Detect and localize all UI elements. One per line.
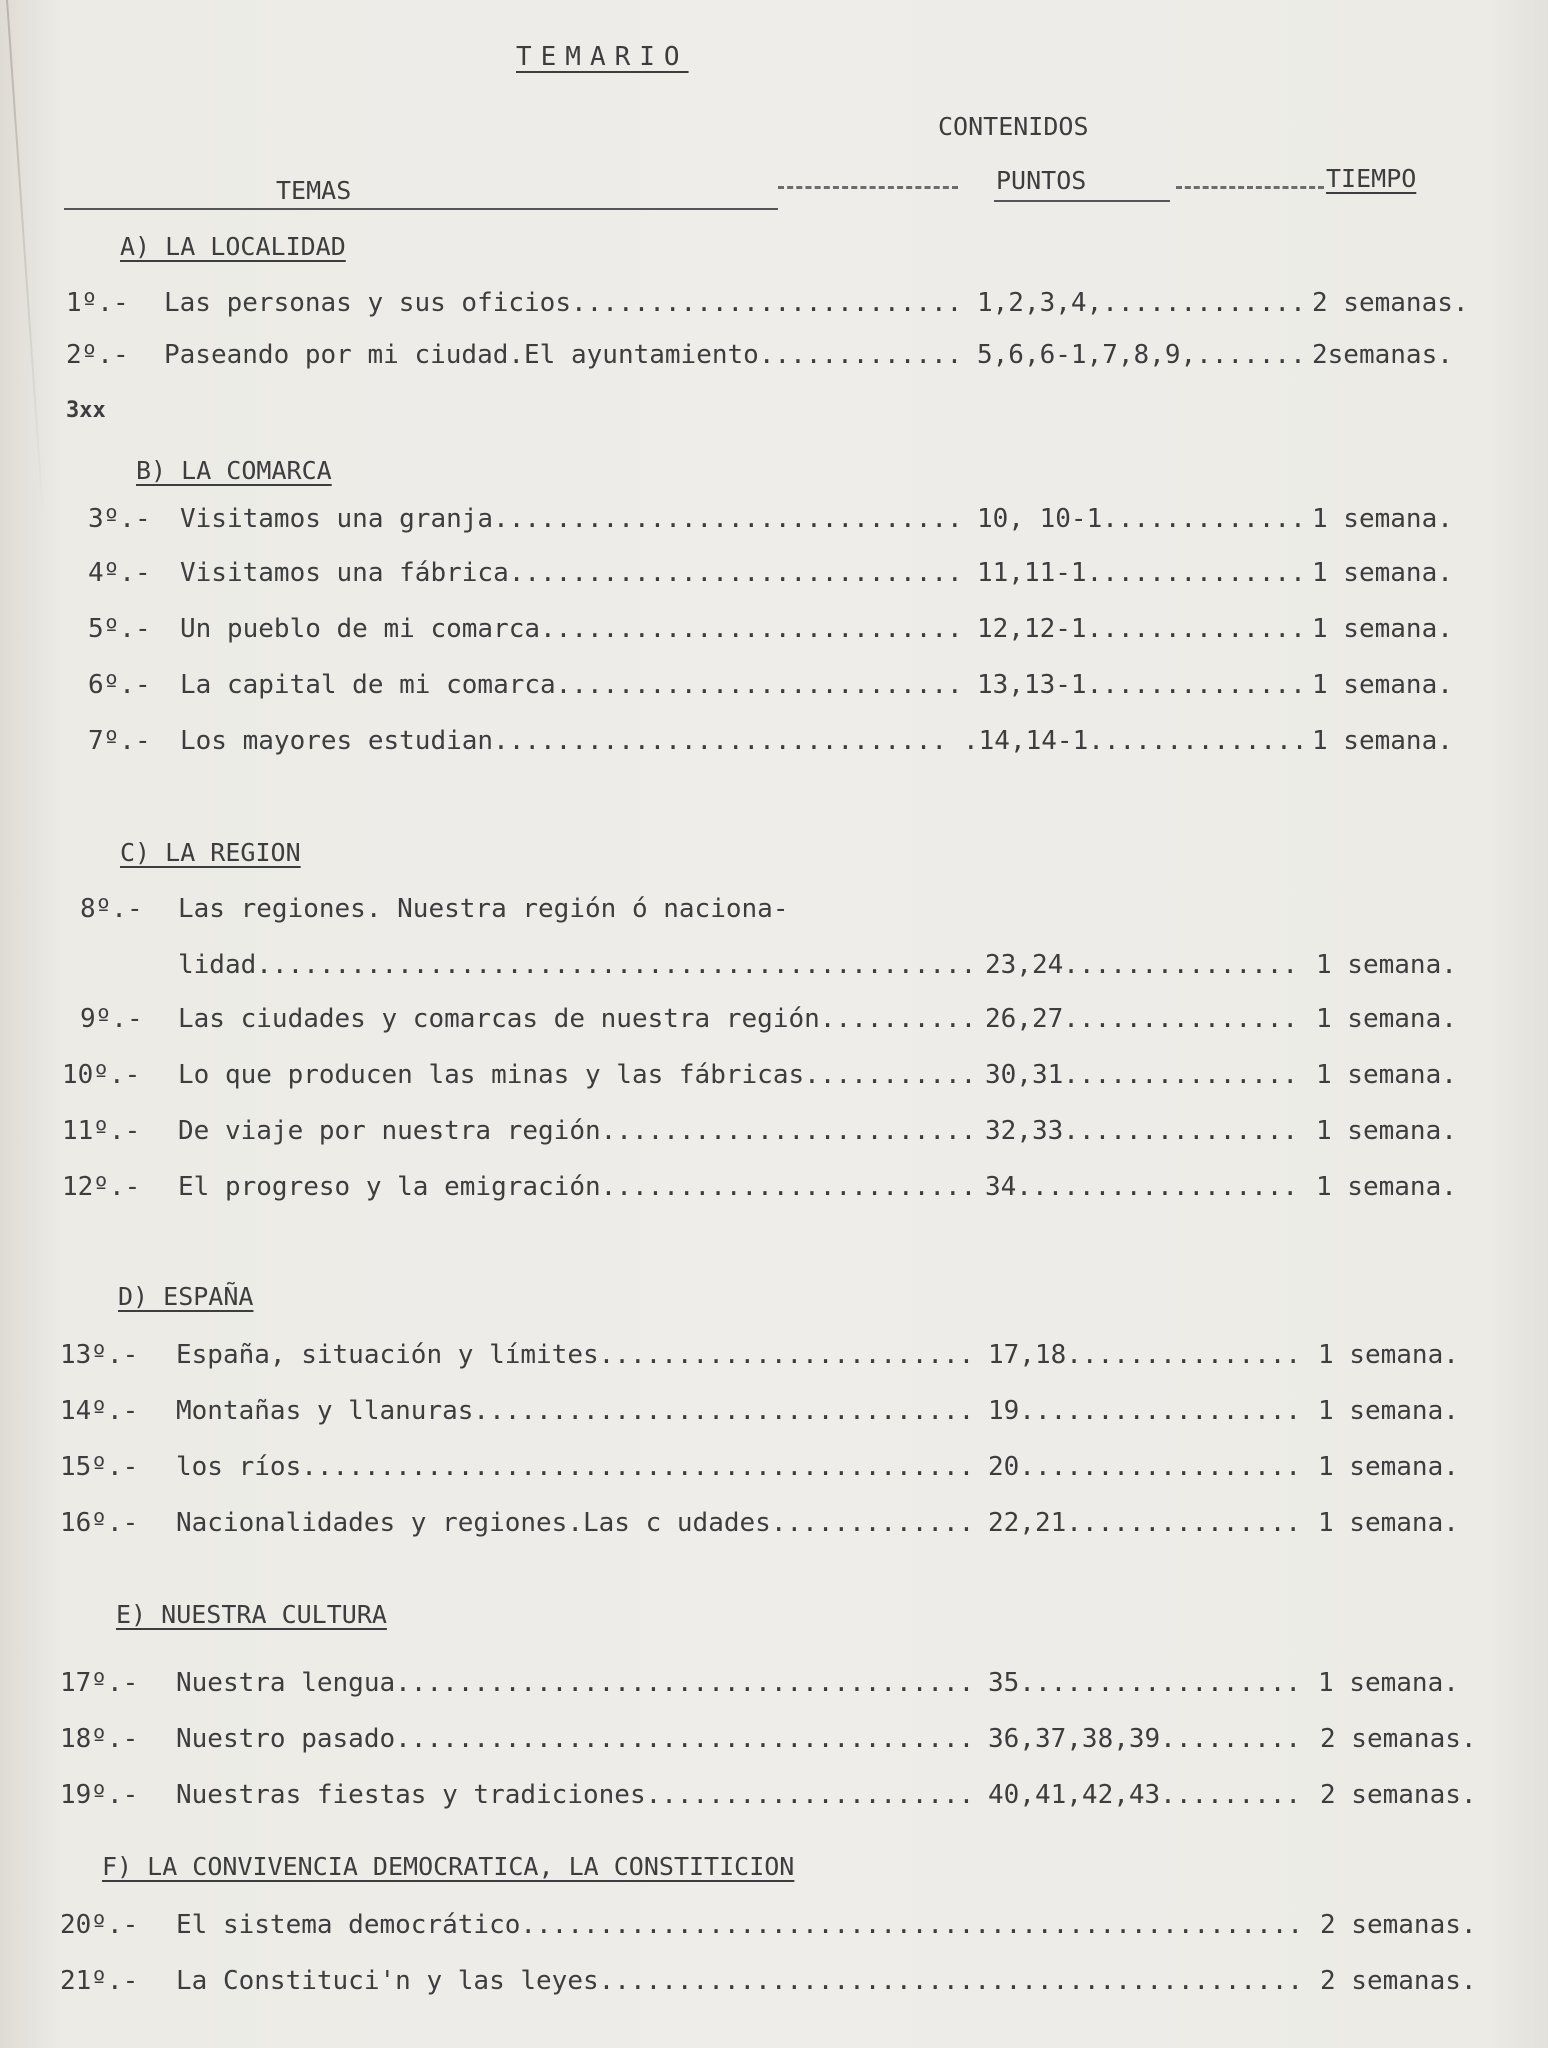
- item-tiempo: 1 semana.: [1316, 1172, 1457, 1202]
- item-puntos: 36,37,38,39.........: [988, 1724, 1302, 1754]
- header-contenidos: CONTENIDOS: [938, 112, 1089, 141]
- item-title: El progreso y la emigración........................: [178, 1172, 977, 1202]
- item-tiempo: 1 semana.: [1318, 1668, 1459, 1698]
- item-number: 1º.-: [66, 288, 129, 318]
- list-item: [0, 1396, 1548, 1428]
- item-tiempo: 1 semana.: [1312, 504, 1453, 534]
- section-heading-d: D) ESPAÑA: [118, 1282, 254, 1311]
- item-tiempo: 1 semana.: [1318, 1508, 1459, 1538]
- item-number: 15º.-: [60, 1452, 139, 1482]
- item-tiempo: 2 semanas.: [1320, 1966, 1477, 1996]
- item-title: Las personas y sus oficios.........................: [164, 288, 963, 318]
- item-title: los ríos...........................................: [176, 1452, 975, 1482]
- item-number: 9º.-: [80, 1004, 143, 1034]
- item-title: Las ciudades y comarcas de nuestra región..........: [178, 1004, 977, 1034]
- item-puntos: 5,6,6-1,7,8,9,.......: [977, 340, 1306, 370]
- item-tiempo: 1 semana.: [1318, 1340, 1459, 1370]
- struck-out-text: 3xx: [66, 398, 106, 423]
- item-puntos: 34..................: [985, 1172, 1299, 1202]
- item-puntos: 30,31...............: [985, 1060, 1299, 1090]
- header-rule-temas: [64, 208, 778, 210]
- header-temas: TEMAS: [276, 176, 352, 205]
- list-item: [0, 1966, 1548, 1998]
- item-title: Visitamos una granja..............................: [180, 504, 963, 534]
- list-item: [0, 726, 1548, 758]
- item-title: La Constituci'n y las leyes.............................................: [176, 1966, 1304, 1996]
- item-title: Lo que producen las minas y las fábricas...........: [178, 1060, 977, 1090]
- list-item: [0, 894, 1548, 926]
- section-heading-b: B) LA COMARCA: [136, 456, 332, 485]
- item-puntos: 13,13-1..............: [977, 670, 1306, 700]
- item-title: La capital de mi comarca..........................: [180, 670, 963, 700]
- item-puntos: 1,2,3,4,.............: [977, 288, 1306, 318]
- list-item: [0, 558, 1548, 590]
- list-item: [0, 1452, 1548, 1484]
- item-number: 16º.-: [60, 1508, 139, 1538]
- header-rule-puntos: [994, 200, 1170, 202]
- item-title: Nuestra lengua.....................................: [176, 1668, 975, 1698]
- list-item: [0, 1668, 1548, 1700]
- item-title: De viaje por nuestra región........................: [178, 1116, 977, 1146]
- list-item: [0, 340, 1548, 372]
- item-tiempo: 1 semana.: [1316, 1060, 1457, 1090]
- item-title: Nacionalidades y regiones.Las c udades.............: [176, 1508, 975, 1538]
- list-item: [0, 1060, 1548, 1092]
- item-puntos: 23,24...............: [985, 950, 1299, 980]
- item-tiempo: 1 semana.: [1312, 670, 1453, 700]
- item-puntos: 17,18...............: [988, 1340, 1302, 1370]
- item-number: 6º.-: [88, 670, 151, 700]
- section-heading-e: E) NUESTRA CULTURA: [116, 1600, 387, 1629]
- item-tiempo: 1 semana.: [1318, 1396, 1459, 1426]
- item-puntos: 22,21...............: [988, 1508, 1302, 1538]
- list-item: [0, 288, 1548, 320]
- list-item: [0, 1910, 1548, 1942]
- item-number: 18º.-: [60, 1724, 139, 1754]
- item-title: Los mayores estudian.............................: [180, 726, 948, 756]
- item-puntos: 40,41,42,43.........: [988, 1780, 1302, 1810]
- list-item: [0, 1508, 1548, 1540]
- list-item: [0, 1340, 1548, 1372]
- item-tiempo: 1 semana.: [1318, 1452, 1459, 1482]
- item-tiempo: 2semanas.: [1312, 340, 1453, 370]
- item-tiempo: 2 semanas.: [1320, 1780, 1477, 1810]
- item-number: 7º.-: [88, 726, 151, 756]
- item-tiempo: 1 semana.: [1312, 726, 1453, 756]
- item-puntos: 20..................: [988, 1452, 1302, 1482]
- item-title: El sistema democrático..................................................: [176, 1910, 1304, 1940]
- item-number: 11º.-: [62, 1116, 141, 1146]
- list-item: [0, 1780, 1548, 1812]
- item-tiempo: 1 semana.: [1316, 950, 1457, 980]
- item-tiempo: 1 semana.: [1316, 1004, 1457, 1034]
- item-title: Montañas y llanuras................................: [176, 1396, 975, 1426]
- item-number: 21º.-: [60, 1966, 139, 1996]
- item-title-continuation: lidad..............................................: [178, 950, 977, 980]
- item-tiempo: 1 semana.: [1312, 614, 1453, 644]
- header-tiempo: TIEMPO: [1326, 164, 1417, 193]
- item-puntos: 19..................: [988, 1396, 1302, 1426]
- item-tiempo: 1 semana.: [1316, 1116, 1457, 1146]
- item-title: Un pueblo de mi comarca...........................: [180, 614, 963, 644]
- page-edge-shadow: [6, 0, 44, 519]
- list-item: [0, 1172, 1548, 1204]
- item-title: Paseando por mi ciudad.El ayuntamiento.............: [164, 340, 963, 370]
- item-title: Las regiones. Nuestra región ó naciona-: [178, 894, 789, 924]
- item-number: 8º.-: [80, 894, 143, 924]
- item-puntos: 12,12-1..............: [977, 614, 1306, 644]
- item-tiempo: 2 semanas.: [1312, 288, 1469, 318]
- document-title: TEMARIO: [516, 42, 689, 72]
- item-title: España, situación y límites........................: [176, 1340, 975, 1370]
- item-puntos: 32,33...............: [985, 1116, 1299, 1146]
- item-number: 13º.-: [60, 1340, 139, 1370]
- item-tiempo: 2 semanas.: [1320, 1910, 1477, 1940]
- item-number: 2º.-: [66, 340, 129, 370]
- item-puntos: 11,11-1..............: [977, 558, 1306, 588]
- item-puntos: 26,27...............: [985, 1004, 1299, 1034]
- item-puntos: 10, 10-1.............: [977, 504, 1306, 534]
- item-number: 3º.-: [88, 504, 151, 534]
- list-item: [0, 670, 1548, 702]
- list-item: [0, 1724, 1548, 1756]
- item-number: 19º.-: [60, 1780, 139, 1810]
- list-item: [0, 1004, 1548, 1036]
- item-puntos: 35..................: [988, 1668, 1302, 1698]
- item-number: 12º.-: [62, 1172, 141, 1202]
- header-puntos: PUNTOS: [996, 166, 1087, 195]
- item-number: 4º.-: [88, 558, 151, 588]
- section-heading-a: A) LA LOCALIDAD: [120, 232, 346, 261]
- item-title: Nuestras fiestas y tradiciones.....................: [176, 1780, 975, 1810]
- section-heading-c: C) LA REGION: [120, 838, 301, 867]
- section-heading-f: F) LA CONVIVENCIA DEMOCRATICA, LA CONSTITICION: [102, 1852, 795, 1881]
- item-number: 10º.-: [62, 1060, 141, 1090]
- item-tiempo: 2 semanas.: [1320, 1724, 1477, 1754]
- item-puntos: .14,14-1..............: [963, 726, 1308, 756]
- header-dash-right: [1176, 186, 1324, 191]
- list-item: [0, 614, 1548, 646]
- item-title: Nuestro pasado.....................................: [176, 1724, 975, 1754]
- item-number: 5º.-: [88, 614, 151, 644]
- header-dash-left: [778, 186, 958, 191]
- list-item-continuation: [0, 950, 1548, 982]
- list-item: [0, 1116, 1548, 1148]
- list-item: [0, 504, 1548, 536]
- item-title: Visitamos una fábrica.............................: [180, 558, 963, 588]
- item-tiempo: 1 semana.: [1312, 558, 1453, 588]
- item-number: 17º.-: [60, 1668, 139, 1698]
- item-number: 14º.-: [60, 1396, 139, 1426]
- item-number: 20º.-: [60, 1910, 139, 1940]
